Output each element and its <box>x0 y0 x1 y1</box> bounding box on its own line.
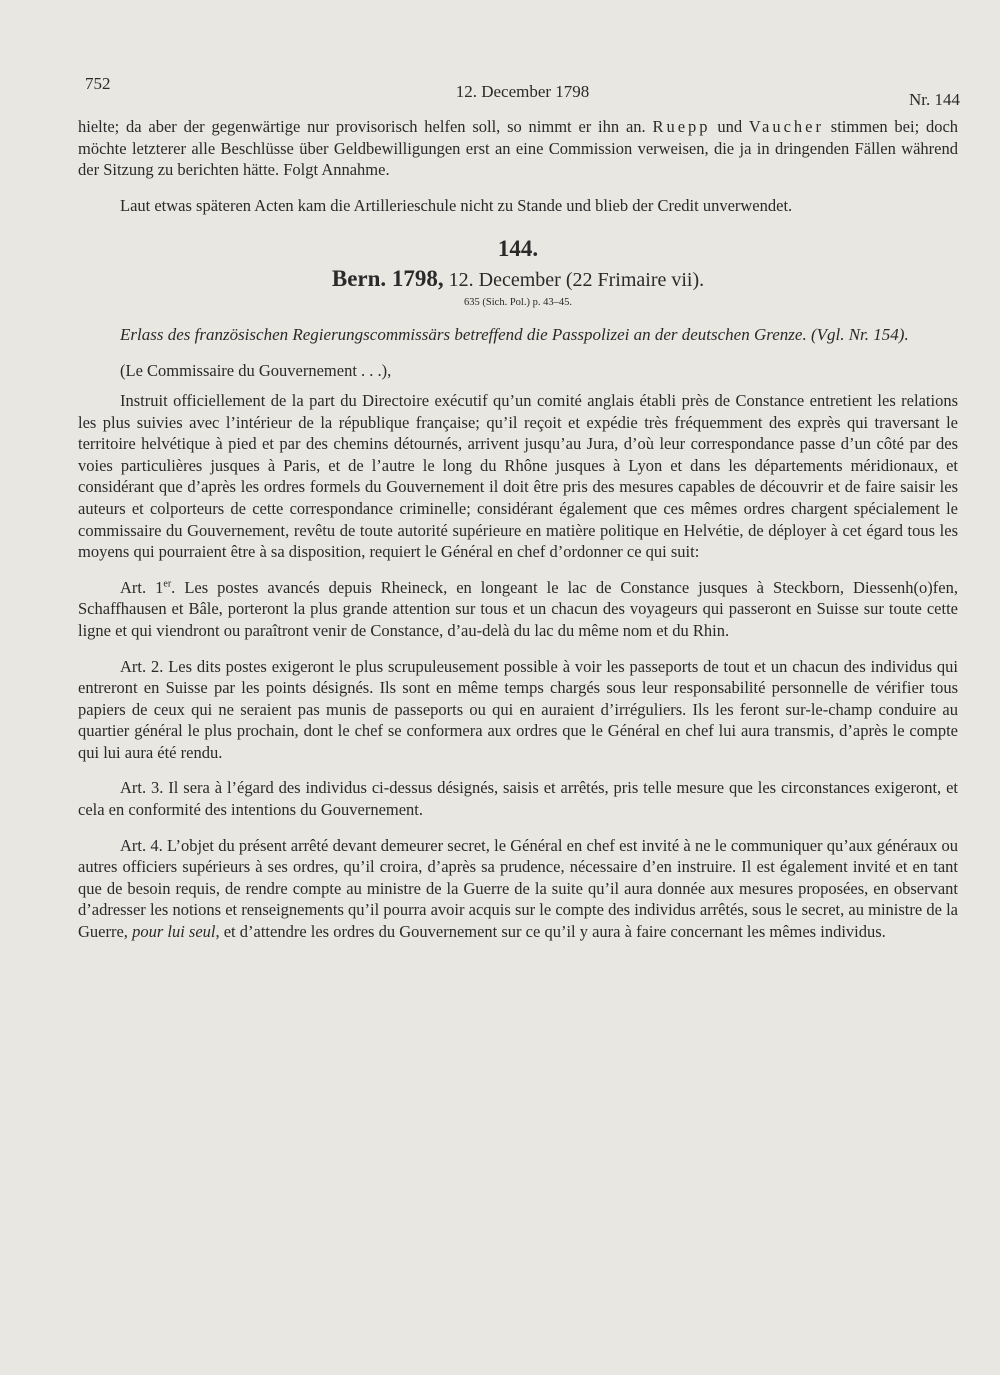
salutation: (Le Commissaire du Gouvernement . . .), <box>120 361 392 381</box>
document-title: Erlass des französischen Regierungscommissärs betreffend die Passpolizei an der deutschen Grenze. (Vgl. Nr. 154). <box>120 325 909 345</box>
article-label: Art. 1 <box>120 577 164 597</box>
document-date: 12. December (22 Frimaire vii). <box>448 269 705 292</box>
document-number: 144. <box>497 236 539 262</box>
emphasis: pour lui seul <box>132 922 216 942</box>
page-number: 752 <box>85 74 111 93</box>
article-label: Art. 4. <box>120 835 163 855</box>
article-label: Art. 2. <box>120 656 164 676</box>
article-3: Art. 3. Il sera à l’égard des individus ci-dessus désignés, saisis et arrêtés, pris telle mesure que les circonstances exigeront, et cela en conformité des intentions du Gouvernement. <box>78 778 958 820</box>
editorial-note: Laut etwas späteren Acten kam die Artillerieschule nicht zu Stande und blieb der Credit unverwendet. <box>120 195 793 215</box>
document-place: Bern. 1798, <box>331 266 444 292</box>
article-2: Art. 2. Les dits postes exigeront le plus scrupuleusement possible à voir les passeports de tout et un chacun des individus qui entreront en Suisse par les points désignés. Ils sont en même temps chargés sous leur responsabilité personnelle de vérifier tous papiers de ceux qui ne seraient pas munis de passeports ou qui en auraient d’irréguliers. Ils les feront sur-le-champ conduire au quartier général le plus prochain, dont le chef se conformera aux ordres que le Général en chef lui aura transmis, d’après le compte qui lui aura été rendu. <box>78 656 958 762</box>
header-document-number: Nr. 144 <box>909 90 960 109</box>
page-body <box>78 116 958 943</box>
running-head <box>85 74 960 109</box>
article-1: Art. 1er. Les postes avancés depuis Rheineck, en longeant le lac de Constance jusques à Steckborn, Diessenh(o)fen, Schaffhausen et Bâle, porteront la plus grande attention sur tous et un chacun des voyageurs qui passeront en Suisse sur toute cette ligne et qui viendront ou paraîtront venir de Constance, d’au-delà du lac du même nom et du Rhin. <box>78 577 958 640</box>
continuation-paragraph: hielte; da aber der gegenwärtige nur provisorisch helfen soll, so nimmt er ihn an. Ruepp und Vaucher stimmen bei; doch möchte letzterer alle Beschlüsse über Geldbewilligungen erst an eine Commission verweisen, die ja in dringenden Fällen während der Sitzung zu berichten hätte. Folgt Annahme. <box>78 117 959 180</box>
header-date: 12. December 1798 <box>455 82 590 101</box>
person-name: Vaucher <box>748 117 824 136</box>
preamble-paragraph: Instruit officiellement de la part du Directoire exécutif qu’un comité anglais établi près de Constance entretient les relations les plus suivies avec l’intérieur de la république française; qu’il reçoit et expédie très fréquemment des exprès qui traversant le territoire helvétique à pied et par des chemins détournés, arrivent jusqu’au Jura, d’où leur correspondance passe d’un côté par des voies particulières jusques à Paris, et de l’autre le long du Rhône jusques à Lyon et dans les départements méridionaux, et considérant que d’après les ordres formels du Gouvernement il doit être pris des mesures capables de découvrir et de faire saisir les auteurs et colporteurs de cette correspondance criminelle; considérant également que ces mêmes ordres chargent spécialement le commissaire du Gouvernement, revêtu de toute autorité supérieure en matière politique en Helvétie, de déployer à cet égard tous les moyens qui pourraient être à sa disposition, requiert le Général en chef d’ordonner ce qui suit: <box>78 390 958 562</box>
document-place-date <box>78 266 958 293</box>
document-source: 635 (Sich. Pol.) p. 43–45. <box>464 297 572 309</box>
article-4: Art. 4. L’objet du présent arrêté devant demeurer secret, le Général en chef est invité à ne le communiquer qu’aux généraux ou autres officiers supérieurs à ses ordres, qu’il croira, d’après sa prudence, nécessaire d’en instruire. Il est également invité et en tant que de besoin requis, de rendre compte au ministre de la Guerre de la suite qu’il aura donnée aux mesures proposées, en observant d’adresser les notions et renseignements qu’il pourra avoir acquis sur le compte des individus arrêtés, sous le secret, au ministre de la Guerre, pour lui seul, et d’attendre les ordres du Gouvernement sur ce qu’il y aura à faire concernant les mêmes individus. <box>78 835 958 942</box>
person-name: Ruepp <box>652 117 711 136</box>
article-label: Art. 3. <box>120 778 164 798</box>
